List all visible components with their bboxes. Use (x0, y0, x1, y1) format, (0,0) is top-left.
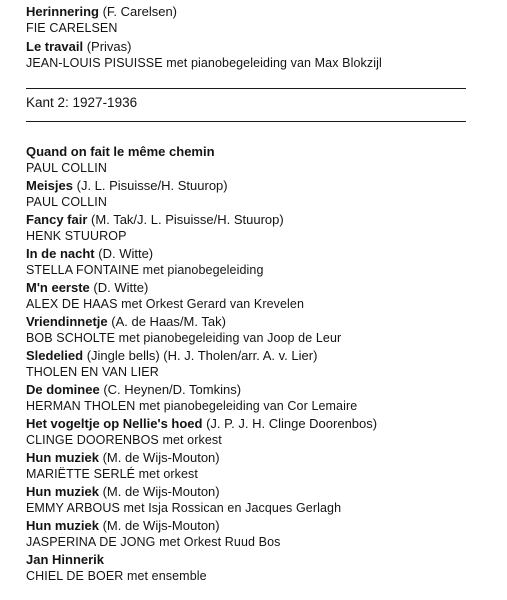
track-performer: CLINGE DOORENBOS met orkest (26, 433, 222, 447)
track-credits: (D. Witte) (93, 280, 149, 295)
track-entry (26, 348, 501, 382)
track-title: Hun muziek (26, 518, 99, 533)
track-entry (26, 39, 496, 71)
side-heading: Kant 2: 1927-1936 (26, 95, 138, 110)
track-title: Hun muziek (26, 450, 99, 465)
divider-top (26, 88, 466, 89)
track-title: Herinnering (26, 4, 99, 19)
track-entry (26, 314, 501, 348)
track-title: De dominee (26, 382, 100, 397)
track-title: Jan Hinnerik (26, 552, 105, 567)
track-entry (26, 552, 501, 586)
track-credits: (M. de Wijs-Mouton) (102, 484, 220, 499)
track-entry (26, 484, 501, 518)
track-title: Sledelied (26, 348, 84, 363)
track-performer: CHIEL DE BOER met ensemble (26, 569, 207, 583)
track-title: Hun muziek (26, 484, 99, 499)
track-credits: (D. Witte) (98, 246, 154, 261)
track-title: Meisjes (26, 178, 73, 193)
track-credits: (Privas) (86, 39, 132, 54)
track-performer: FIE CARELSEN (26, 21, 118, 35)
track-credits: (C. Heynen/D. Tomkins) (103, 382, 242, 397)
track-performer: PAUL COLLIN (26, 161, 107, 175)
track-entry (26, 518, 501, 552)
track-title: In de nacht (26, 246, 95, 261)
track-entry (26, 416, 501, 450)
track-performer: STELLA FONTAINE met pianobegeleiding (26, 263, 264, 277)
track-credits: (A. de Haas/M. Tak) (111, 314, 226, 329)
track-title: Le travail (26, 39, 84, 54)
track-credits: (M. Tak/J. L. Pisuisse/H. Stuurop) (91, 212, 284, 227)
track-list (26, 144, 501, 586)
track-performer: JASPERINA DE JONG met Orkest Ruud Bos (26, 535, 281, 549)
track-credits: (J. P. J. H. Clinge Doorenbos) (206, 416, 378, 431)
track-title: Quand on fait le même chemin (26, 144, 215, 159)
track-performer: THOLEN EN VAN LIER (26, 365, 159, 379)
track-entry (26, 246, 501, 280)
track-entry (26, 280, 501, 314)
track-performer: HERMAN THOLEN met pianobegeleiding van Cor Lemaire (26, 399, 358, 413)
track-performer: BOB SCHOLTE met pianobegeleiding van Joop de Leur (26, 331, 342, 345)
track-credits: (M. de Wijs-Mouton) (102, 518, 220, 533)
track-performer: ALEX DE HAAS met Orkest Gerard van Krevelen (26, 297, 305, 311)
track-credits: (M. de Wijs-Mouton) (102, 450, 220, 465)
track-credits: (F. Carelsen) (102, 4, 178, 19)
track-title: Fancy fair (26, 212, 88, 227)
track-performer: PAUL COLLIN (26, 195, 107, 209)
divider-bottom (26, 121, 466, 122)
track-entry (26, 212, 501, 246)
track-entry (26, 178, 501, 212)
track-entry (26, 450, 501, 484)
track-title: Het vogeltje op Nellie's hoed (26, 416, 203, 431)
track-credits: (J. L. Pisuisse/H. Stuurop) (76, 178, 228, 193)
track-performer: HENK STUUROP (26, 229, 127, 243)
track-credits: (Jingle bells) (H. J. Tholen/arr. A. v. Lier) (86, 348, 318, 363)
track-performer: EMMY ARBOUS met Isja Rossican en Jacques Gerlagh (26, 501, 342, 515)
track-performer: JEAN-LOUIS PISUISSE met pianobegeleiding van Max Blokzijl (26, 56, 382, 70)
track-performer: MARIËTTE SERLÉ met orkest (26, 467, 198, 481)
track-entry (26, 4, 496, 36)
track-title: M'n eerste (26, 280, 90, 295)
track-entry (26, 144, 501, 178)
track-entry (26, 382, 501, 416)
track-title: Vriendinnetje (26, 314, 108, 329)
